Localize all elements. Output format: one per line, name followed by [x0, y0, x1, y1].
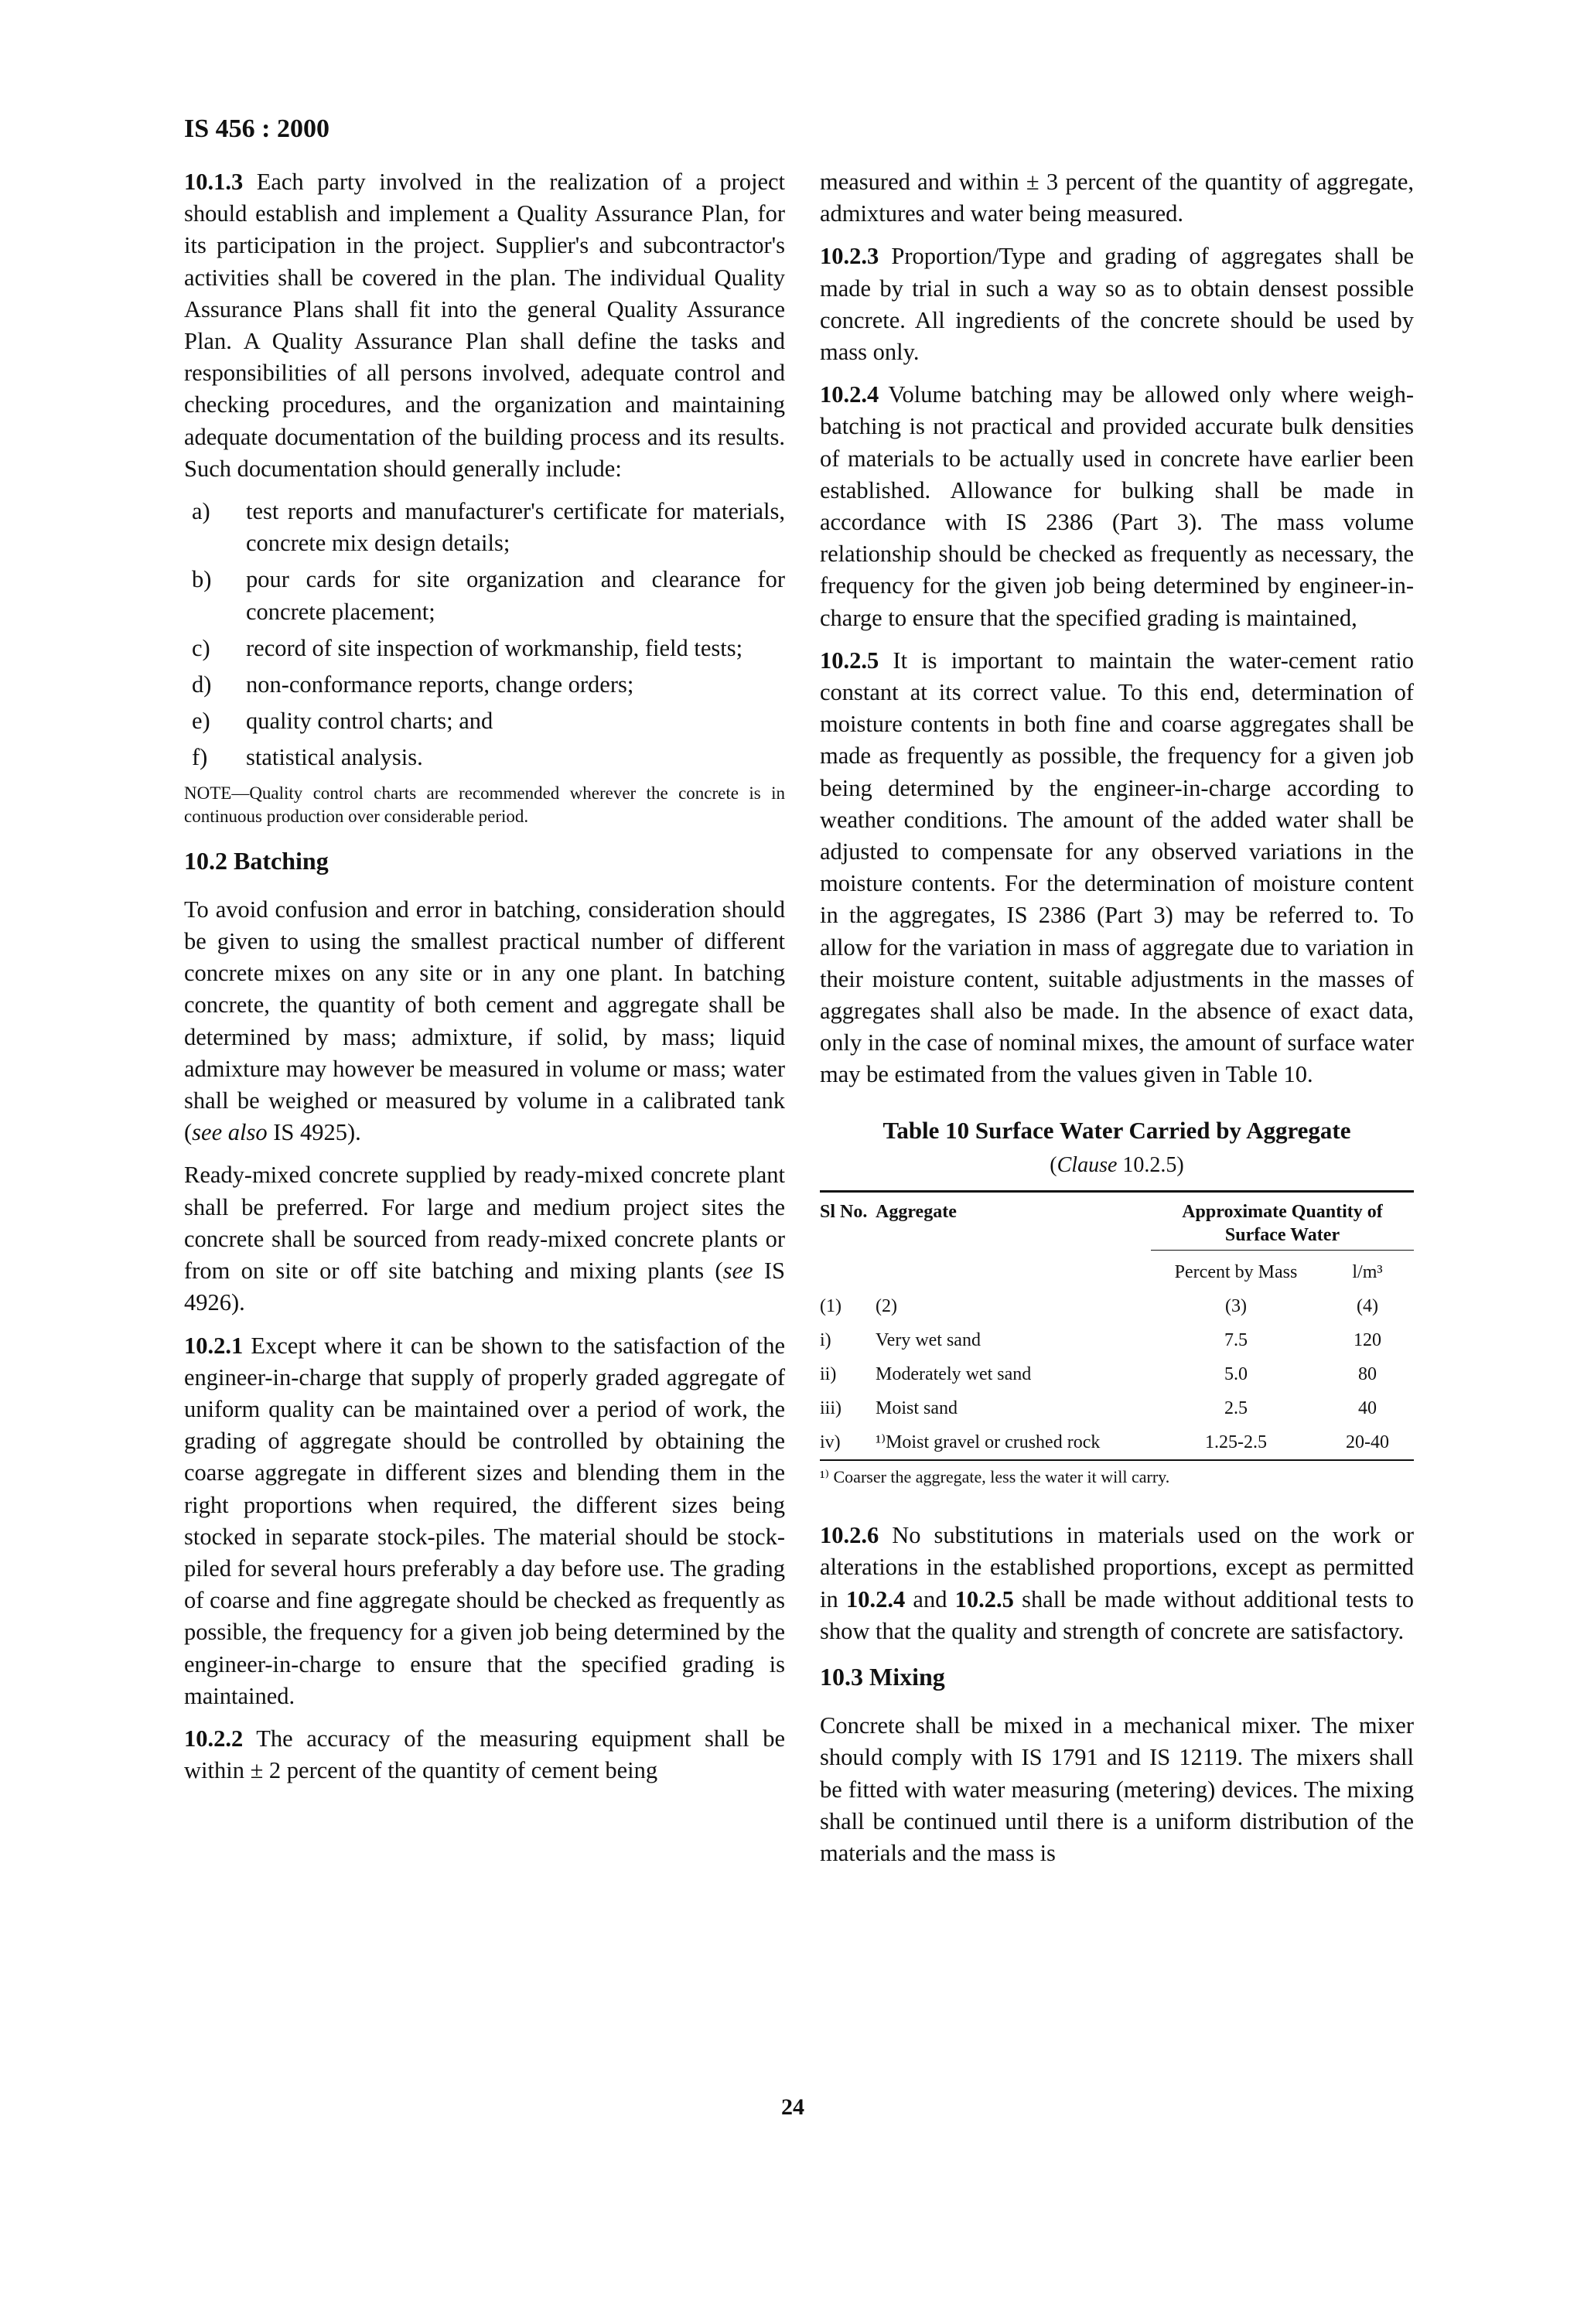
spacer — [876, 1255, 1151, 1289]
clause-text: shall be made without additional tests to show that the quality and strength of concrete are satisfactory. — [820, 1585, 1414, 1644]
spacer — [820, 1255, 876, 1289]
table-row — [820, 1323, 1414, 1357]
clause-10-2-1 — [184, 1330, 785, 1712]
list-text: record of site inspection of workmanship, field tests; — [246, 634, 743, 661]
cell-lm: 80 — [1358, 1364, 1377, 1385]
cell-sl: ii) — [820, 1364, 837, 1385]
note: NOTE—Quality control charts are recommended wherever the concrete is in continuous production over considerable period. — [184, 783, 785, 826]
cell-percent: 7.5 — [1224, 1330, 1248, 1351]
clause-word: Clause — [1057, 1152, 1118, 1177]
cell-sl: iii) — [820, 1398, 842, 1419]
list-label: a) — [192, 498, 210, 525]
see-also: see also — [192, 1119, 268, 1146]
cell-aggregate: Very wet sand — [876, 1330, 981, 1351]
list-item — [184, 705, 785, 737]
clause-text: It is important to maintain the water-cement ratio constant at its correct value. To this end, determination of moisture contents in both fine and coarse aggregates shall be made as frequently as possible, the frequency for a given job being determined by the engineer-in-charge according to weather conditions. The amount of the added water shall be adjusted to compensate for any observed variations in the moisture contents. For the determination of moisture content in the aggregates, IS 2386 (Part 3) may be referred to. To allow for the variation in mass of aggregate due to variation in their moisture content, suitable adjustments in the masses of aggregates shall also be made. In the absence of exact data, only in the case of nominal mixes, the amount of surface water may be estimated from the values given in Table 10. — [820, 647, 1414, 1088]
header-approx-quantity: Approximate Quantity of Surface Water — [1151, 1200, 1414, 1251]
list-label: c) — [192, 634, 210, 661]
list-text: statistical analysis. — [246, 744, 423, 771]
clause-ref: 10.2.5 — [1117, 1152, 1177, 1177]
table-row — [820, 1425, 1414, 1459]
clause-text: Except where it can be shown to the satisfaction of the engineer-in-charge that supply of properly graded aggregate of uniform quality can be maintained over a period of work, the grading of aggregate should be controlled by obtaining the coarse aggregate in different sizes and blending them in the right proportions when required, the different sizes being stocked in separate stock-piles. The material should be stock-piled for several hours preferably a day before use. The grading of coarse and fine aggregate should be checked as frequently as possible, the frequency for a given job being determined by the engineer-in-charge to ensure that the specified grading is maintained. — [184, 1332, 786, 1709]
left-column — [184, 166, 785, 1797]
cell-lm: 20-40 — [1346, 1432, 1389, 1453]
clause-number: 10.2.4 — [820, 381, 879, 408]
clause-text: No substitutions in materials used on the work or alterations in the established proportions, except as permitted in — [820, 1522, 1414, 1612]
paragraph-mixing: Concrete shall be mixed in a mechanical mixer. The mixer should comply with IS 1791 and IS 12119. The mixers shall be fitted with water measuring (metering) devices. The mixing shall be continued until there is a uniform distribution of the materials and the mass is — [820, 1712, 1414, 1866]
table-subheader-row — [820, 1255, 1414, 1289]
list-label: f) — [192, 744, 208, 771]
cell-sl: iv) — [820, 1432, 841, 1453]
see: see — [722, 1258, 753, 1285]
list-text: non-conformance reports, change orders; — [246, 671, 634, 698]
page-header: IS 456 : 2000 — [184, 114, 329, 143]
list-label: e) — [192, 708, 210, 735]
column-number: (1) — [820, 1296, 842, 1317]
list-label: d) — [192, 671, 212, 698]
clause-number: 10.2.3 — [820, 243, 879, 270]
column-number: (3) — [1225, 1296, 1247, 1317]
header-sl-no: Sl No. — [820, 1202, 868, 1223]
clause-10-2-5 — [820, 645, 1414, 1091]
list-item — [184, 669, 785, 701]
table-clause: (Clause 10.2.5) — [1050, 1152, 1184, 1177]
cell-percent: 2.5 — [1224, 1398, 1248, 1419]
list-text: pour cards for site organization and clearance for concrete placement; — [246, 566, 785, 625]
cell-lm: 120 — [1354, 1330, 1381, 1351]
clause-text: Each party involved in the realization of a project should establish and implement a Quality Assurance Plan, for its participation in the project. Supplier's and subcontractor's activities shall be covered in the plan. The individual Quality Assurance Plans shall fit into the general Quality Assurance Plan. A Quality Assurance Plan shall define the tasks and responsibilities of all persons involved, adequate control and checking procedures, and the organization and maintaining adequate documentation of the building process and its results. Such documentation should generally include: — [184, 169, 785, 482]
table-column-numbers — [820, 1289, 1414, 1323]
page-number: 24 — [781, 2094, 804, 2120]
clause-number: 10.2.2 — [184, 1725, 244, 1752]
paragraph-ref: IS 4926). — [184, 1258, 785, 1316]
clause-10-2-6 — [820, 1520, 1414, 1647]
paragraph-continued: measured and within ± 3 percent of the quantity of aggregate, admixtures and water being measured. — [820, 169, 1414, 227]
clause-text: Proportion/Type and grading of aggregates shall be made by trial in such a way so as to obtain densest possible concrete. All ingredients of the concrete should be used by mass only. — [820, 243, 1415, 366]
cell-aggregate: Moist sand — [876, 1398, 958, 1419]
cell-percent: 5.0 — [1224, 1364, 1248, 1385]
clause-ref: 10.2.4 — [845, 1585, 906, 1612]
clause-text: Volume batching may be allowed only where weigh-batching is not practical and provided accurate bulk densities of materials to be actually used in concrete have earlier been established. Allowance for bulking shall be made in accordance with IS 2386 (Part 3). The mass volume relationship should be checked as frequently as necessary, the frequency for the given job being determined by engineer-in-charge to ensure that the specified grading is maintained, — [820, 381, 1415, 631]
right-column — [820, 166, 1414, 1880]
table-row — [820, 1391, 1414, 1425]
documentation-list — [184, 496, 785, 774]
table-footnote: ¹⁾ Coarser the aggregate, less the water it will carry. — [820, 1467, 1170, 1487]
cell-percent: 1.25-2.5 — [1205, 1432, 1267, 1453]
table-caption: Table 10 Surface Water Carried by Aggregate — [882, 1116, 1351, 1144]
cell-sl: i) — [820, 1330, 831, 1351]
clause-number: 10.2.1 — [184, 1332, 244, 1359]
clause-number: 10.1.3 — [184, 169, 244, 195]
list-item — [184, 564, 785, 627]
section-heading-batching: 10.2 Batching — [184, 846, 329, 875]
clause-10-2-2 — [184, 1723, 785, 1787]
list-text: test reports and manufacturer's certificate for materials, concrete mix design details; — [246, 498, 785, 557]
paragraph-text: To avoid confusion and error in batching, consideration should be given to using the smallest practical number of different concrete mixes on any site or in any one plant. In batching concrete, the quantity of both cement and aggregate shall be determined by mass; admixture, if solid, by mass; liquid admixture may however be measured in volume or mass; water shall be weighed or measured by volume in a calibrated tank ( — [184, 896, 785, 1146]
clause-10-2-4 — [820, 379, 1414, 634]
cell-aggregate: Moderately wet sand — [876, 1364, 1032, 1385]
paragraph-batching — [184, 894, 785, 1149]
paragraph-ready-mixed — [184, 1159, 785, 1319]
cell-aggregate: ¹⁾Moist gravel or crushed rock — [876, 1432, 1101, 1453]
column-number: (2) — [876, 1296, 897, 1317]
list-item — [184, 742, 785, 773]
list-item — [184, 496, 785, 559]
cell-lm: 40 — [1358, 1398, 1377, 1419]
list-text: quality control charts; and — [246, 708, 493, 735]
paragraph-ref: IS 4925). — [267, 1119, 361, 1146]
clause-number: 10.2.5 — [820, 647, 879, 674]
list-item — [184, 633, 785, 664]
clause-text: The accuracy of the measuring equipment shall be within ± 2 percent of the quantity of cement being — [184, 1725, 786, 1784]
clause-10-1-3 — [184, 166, 785, 485]
surface-water-table — [820, 1190, 1414, 1461]
list-label: b) — [192, 566, 212, 593]
section-heading-mixing: 10.3 Mixing — [820, 1662, 945, 1691]
column-number: (4) — [1357, 1296, 1378, 1317]
clause-number: 10.2.6 — [820, 1522, 879, 1549]
header-aggregate: Aggregate — [876, 1202, 957, 1223]
clause-ref: 10.2.5 — [954, 1585, 1014, 1612]
clause-10-2-3 — [820, 241, 1414, 368]
table-row — [820, 1357, 1414, 1391]
clause-text: and — [905, 1585, 955, 1612]
table-header-row — [820, 1193, 1414, 1255]
header-percent-by-mass: Percent by Mass — [1174, 1262, 1298, 1283]
header-litres-per-m3: l/m³ — [1352, 1262, 1383, 1283]
paragraph-text: Ready-mixed concrete supplied by ready-mixed concrete plant shall be preferred. For large and medium project sites the concrete shall be sourced from ready-mixed concrete plants or from on site or off site batching and mixing plants ( — [184, 1162, 785, 1285]
